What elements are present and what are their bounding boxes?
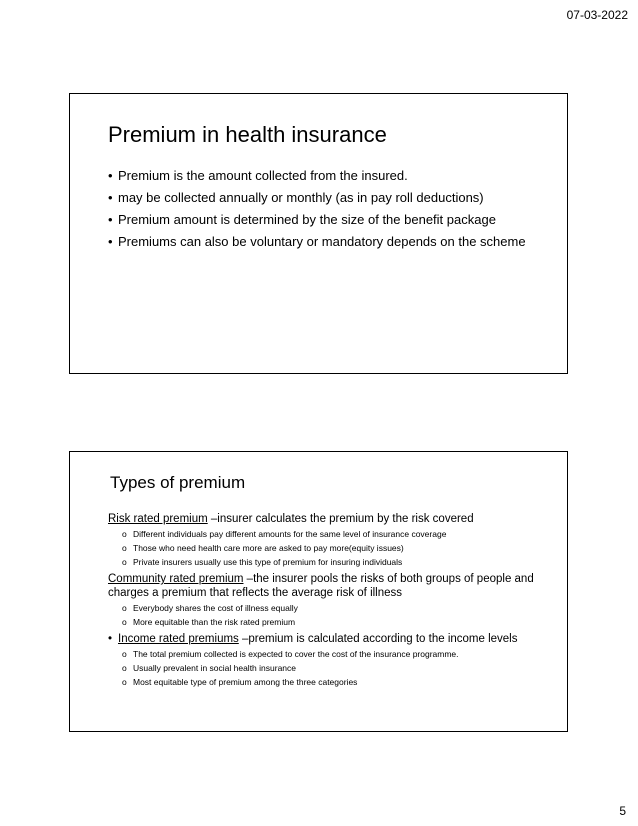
sub-point: o Those who need health care more are asked to pay more(equity issues) [122, 543, 553, 554]
category-name: Risk rated premium [108, 513, 208, 525]
bullet-item: • Premium is the amount collected from the insured. [108, 168, 538, 184]
slide-title: Types of premium [110, 473, 246, 492]
bullet-item: • may be collected annually or monthly (as in pay roll deductions) [108, 190, 538, 206]
print-date: 07-03-2022 [566, 8, 628, 22]
slide-types-of-premium [69, 451, 568, 732]
bullet-item: • Premiums can also be voluntary or mandatory depends on the scheme [108, 234, 538, 250]
sub-point: o Different individuals pay different amounts for the same level of insurance coverage [122, 529, 553, 540]
sub-point: o More equitable than the risk rated premium [122, 617, 553, 628]
slide-title: Premium in health insurance [108, 122, 387, 147]
sub-point: o Everybody shares the cost of illness equally [122, 603, 553, 614]
category-risk-rated [108, 512, 553, 526]
category-community-rated [108, 572, 553, 600]
premium-types-body [108, 512, 553, 691]
sub-point-list [108, 529, 553, 568]
sub-point: o Private insurers usually use this type of premium for insuring individuals [122, 557, 553, 568]
bullet-item: • Premium amount is determined by the size of the benefit package [108, 212, 538, 228]
category-description: –insurer calculates the premium by the risk covered [207, 513, 474, 525]
sub-point-list [108, 603, 553, 628]
sub-point-list [108, 649, 553, 688]
sub-point: o Usually prevalent in social health insurance [122, 663, 553, 674]
category-name: Income rated premiums [118, 633, 239, 645]
bullet-list [108, 168, 538, 256]
page-number: 5 [619, 804, 626, 818]
category-description: –premium is calculated according to the income levels [238, 633, 518, 645]
slide-premium-in-health-insurance [69, 93, 568, 374]
category-name: Community rated premium [108, 573, 244, 585]
category-description: –the insurer pools the risks of both groups of people and charges a premium that reflects the average risk of illness [108, 573, 534, 599]
sub-point: o Most equitable type of premium among the three categories [122, 677, 553, 688]
sub-point: o The total premium collected is expected to cover the cost of the insurance programme. [122, 649, 553, 660]
category-income-rated [108, 632, 553, 646]
